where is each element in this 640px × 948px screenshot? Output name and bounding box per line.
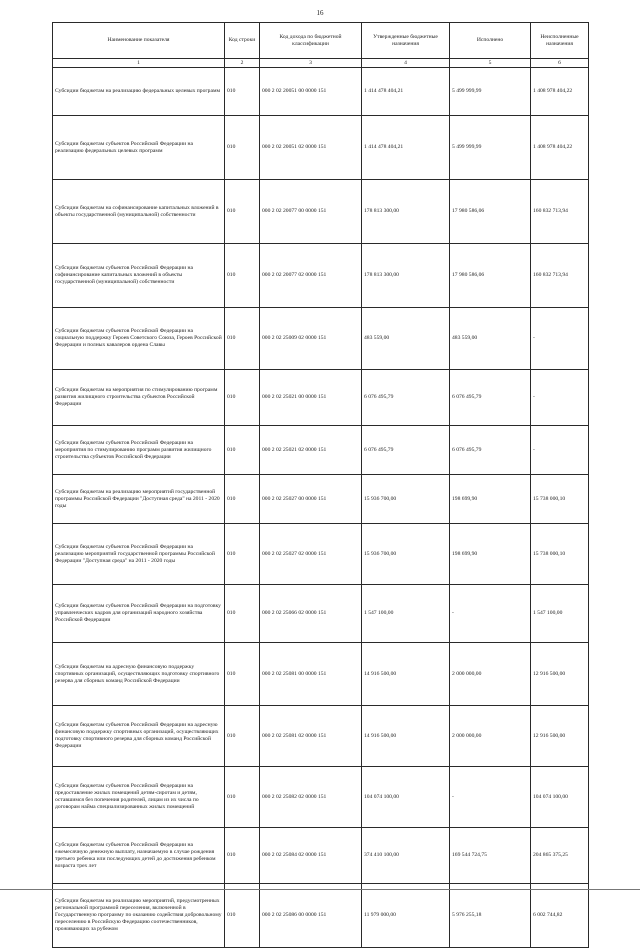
page-number: 16 <box>316 9 324 17</box>
header-approved: Утвержденные бюджетные назначения <box>362 23 450 59</box>
income-code-cell: 000 2 02 20077 00 0000 151 <box>260 180 362 244</box>
indicator-name-cell: Субсидии бюджетам субъектов Российской Федерации на предоставление жилых помещений детям-сиротам и детям, оставшимся без попечения родителей, лицам из их числа по договорам найма специализированных жилых помещений <box>53 767 225 828</box>
row-code-cell: 010 <box>225 475 260 524</box>
table-row <box>53 68 589 116</box>
table-row <box>53 706 589 767</box>
executed-amount-cell: 17 980 586,06 <box>450 180 531 244</box>
budget-execution-table <box>52 22 589 948</box>
unexecuted-amount-cell: 104 074 100,00 <box>531 767 589 828</box>
approved-amount-cell: 104 074 100,00 <box>362 767 450 828</box>
approved-amount-cell: 14 916 500,00 <box>362 706 450 767</box>
executed-amount-cell: 483 559,00 <box>450 308 531 370</box>
row-code-cell: 010 <box>225 116 260 180</box>
row-code-cell: 010 <box>225 706 260 767</box>
executed-amount-cell: 5 499 999,99 <box>450 68 531 116</box>
income-code-cell: 000 2 02 25009 02 0000 151 <box>260 308 362 370</box>
unexecuted-amount-cell: 1 547 100,00 <box>531 585 589 643</box>
approved-amount-cell: 178 813 300,00 <box>362 180 450 244</box>
income-code-cell: 000 2 02 20051 00 0000 151 <box>260 68 362 116</box>
indicator-name-cell: Субсидии бюджетам субъектов Российской Федерации на софинансирование капитальных вложений в объекты государственной (муниципальной) собственности <box>53 244 225 308</box>
table-row <box>53 370 589 426</box>
approved-amount-cell: 14 916 500,00 <box>362 643 450 706</box>
indicator-name-cell: Субсидии бюджетам субъектов Российской Федерации на социальную поддержку Героев Советского Союза, Героев Российской Федерации и полных кавалеров ордена Славы <box>53 308 225 370</box>
header-executed: Исполнено <box>450 23 531 59</box>
indicator-name-cell: Субсидии бюджетам на реализацию федеральных целевых программ <box>53 68 225 116</box>
executed-amount-cell: 5 976 255,18 <box>450 884 531 948</box>
table-row <box>53 180 589 244</box>
unexecuted-amount-cell: 6 002 744,82 <box>531 884 589 948</box>
unexecuted-amount-cell: 15 738 000,10 <box>531 475 589 524</box>
executed-amount-cell: 169 544 724,75 <box>450 828 531 884</box>
income-code-cell: 000 2 02 25066 02 0000 151 <box>260 585 362 643</box>
approved-amount-cell: 11 979 000,00 <box>362 884 450 948</box>
column-number: 3 <box>260 59 362 68</box>
indicator-name-cell: Субсидии бюджетам субъектов Российской Федерации на реализацию федеральных целевых программ <box>53 116 225 180</box>
row-code-cell: 010 <box>225 524 260 585</box>
income-code-cell: 000 2 02 25021 02 0000 151 <box>260 426 362 475</box>
indicator-name-cell: Субсидии бюджетам на софинансирование капитальных вложений в объекты государственной (муниципальной) собственности <box>53 180 225 244</box>
table-row <box>53 116 589 180</box>
unexecuted-amount-cell: 12 916 500,00 <box>531 706 589 767</box>
column-number: 4 <box>362 59 450 68</box>
indicator-name-cell: Субсидии бюджетам на реализацию мероприятий государственной программы Российской Федерации "Доступная среда" на 2011 - 2020 годы <box>53 475 225 524</box>
income-code-cell: 000 2 02 25027 00 0000 151 <box>260 475 362 524</box>
unexecuted-amount-cell: 15 738 000,10 <box>531 524 589 585</box>
indicator-name-cell: Субсидии бюджетам на реализацию мероприятий, предусмотренных региональной программой переселения, включенной в Государственную программу по оказанию содействия добровольному переселению в Российскую Федерацию соотечественников, проживающих за рубежом <box>53 884 225 948</box>
table-row <box>53 475 589 524</box>
indicator-name-cell: Субсидии бюджетам субъектов Российской Федерации на мероприятия по стимулированию программ развития жилищного строительства субъектов Российской Федерации <box>53 426 225 475</box>
table-row <box>53 767 589 828</box>
row-code-cell: 010 <box>225 308 260 370</box>
unexecuted-amount-cell: 160 832 713,94 <box>531 180 589 244</box>
unexecuted-amount-cell: 1 408 978 404,22 <box>531 116 589 180</box>
table-header-row <box>53 23 589 59</box>
column-number-row <box>53 59 589 68</box>
table-row <box>53 884 589 948</box>
approved-amount-cell: 178 813 300,00 <box>362 244 450 308</box>
approved-amount-cell: 15 936 700,00 <box>362 524 450 585</box>
executed-amount-cell: 17 980 586,06 <box>450 244 531 308</box>
approved-amount-cell: 1 414 478 404,21 <box>362 68 450 116</box>
indicator-name-cell: Субсидии бюджетам субъектов Российской Федерации на ежемесячную денежную выплату, назначаемую в случае рождения третьего ребенка или последующих детей до достижения ребенком возраста трех лет <box>53 828 225 884</box>
unexecuted-amount-cell: 1 408 978 404,22 <box>531 68 589 116</box>
row-code-cell: 010 <box>225 828 260 884</box>
header-income-code: Код дохода по бюджетной классификации <box>260 23 362 59</box>
indicator-name-cell: Субсидии бюджетам на мероприятия по стимулированию программ развития жилищного строительства субъектов Российской Федерации <box>53 370 225 426</box>
indicator-name-cell: Субсидии бюджетам субъектов Российской Федерации на реализацию мероприятий государственной программы Российской Федерации "Доступная среда" на 2011 - 2020 годы <box>53 524 225 585</box>
header-unexecuted: Неисполненные назначения <box>531 23 589 59</box>
column-number: 2 <box>225 59 260 68</box>
table-row <box>53 585 589 643</box>
row-code-cell: 010 <box>225 585 260 643</box>
page-footer-line <box>0 889 640 890</box>
unexecuted-amount-cell: 12 916 500,00 <box>531 643 589 706</box>
table-row <box>53 308 589 370</box>
income-code-cell: 000 2 02 25082 02 0000 151 <box>260 767 362 828</box>
income-code-cell: 000 2 02 20051 02 0000 151 <box>260 116 362 180</box>
income-code-cell: 000 2 02 25081 00 0000 151 <box>260 643 362 706</box>
row-code-cell: 010 <box>225 426 260 475</box>
row-code-cell: 010 <box>225 884 260 948</box>
header-row-code: Код строки <box>225 23 260 59</box>
approved-amount-cell: 6 076 495,79 <box>362 370 450 426</box>
approved-amount-cell: 6 076 495,79 <box>362 426 450 475</box>
approved-amount-cell: 483 559,00 <box>362 308 450 370</box>
income-code-cell: 000 2 02 25021 00 0000 151 <box>260 370 362 426</box>
table-row <box>53 244 589 308</box>
executed-amount-cell: 5 499 999,99 <box>450 116 531 180</box>
header-name: Наименование показателя <box>53 23 225 59</box>
unexecuted-amount-cell: - <box>531 426 589 475</box>
unexecuted-amount-cell: - <box>531 308 589 370</box>
row-code-cell: 010 <box>225 68 260 116</box>
column-number: 6 <box>531 59 589 68</box>
row-code-cell: 010 <box>225 244 260 308</box>
row-code-cell: 010 <box>225 767 260 828</box>
executed-amount-cell: - <box>450 767 531 828</box>
table-row <box>53 643 589 706</box>
column-number: 5 <box>450 59 531 68</box>
income-code-cell: 000 2 02 25027 02 0000 151 <box>260 524 362 585</box>
column-number: 1 <box>53 59 225 68</box>
approved-amount-cell: 15 936 700,00 <box>362 475 450 524</box>
unexecuted-amount-cell: 160 832 713,94 <box>531 244 589 308</box>
executed-amount-cell: 198 699,90 <box>450 475 531 524</box>
executed-amount-cell: 6 076 495,79 <box>450 370 531 426</box>
approved-amount-cell: 1 414 478 404,21 <box>362 116 450 180</box>
unexecuted-amount-cell: 204 865 375,25 <box>531 828 589 884</box>
executed-amount-cell: 2 000 000,00 <box>450 706 531 767</box>
indicator-name-cell: Субсидии бюджетам на адресную финансовую поддержку спортивных организаций, осуществляющих подготовку спортивного резерва для сборных команд Российской Федерации <box>53 643 225 706</box>
table-row <box>53 828 589 884</box>
income-code-cell: 000 2 02 25086 00 0000 151 <box>260 884 362 948</box>
income-code-cell: 000 2 02 25081 02 0000 151 <box>260 706 362 767</box>
table-row <box>53 426 589 475</box>
approved-amount-cell: 1 547 100,00 <box>362 585 450 643</box>
executed-amount-cell: 198 699,90 <box>450 524 531 585</box>
indicator-name-cell: Субсидии бюджетам субъектов Российской Федерации на подготовку управленческих кадров для организаций народного хозяйства Российской Федерации <box>53 585 225 643</box>
row-code-cell: 010 <box>225 370 260 426</box>
executed-amount-cell: 6 076 495,79 <box>450 426 531 475</box>
indicator-name-cell: Субсидии бюджетам субъектов Российской Федерации на адресную финансовую поддержку спортивных организаций, осуществляющих подготовку спортивного резерва для сборных команд Российской Федерации <box>53 706 225 767</box>
table-row <box>53 524 589 585</box>
income-code-cell: 000 2 02 20077 02 0000 151 <box>260 244 362 308</box>
income-code-cell: 000 2 02 25084 02 0000 151 <box>260 828 362 884</box>
row-code-cell: 010 <box>225 643 260 706</box>
executed-amount-cell: - <box>450 585 531 643</box>
unexecuted-amount-cell: - <box>531 370 589 426</box>
approved-amount-cell: 374 410 100,00 <box>362 828 450 884</box>
executed-amount-cell: 2 000 000,00 <box>450 643 531 706</box>
row-code-cell: 010 <box>225 180 260 244</box>
